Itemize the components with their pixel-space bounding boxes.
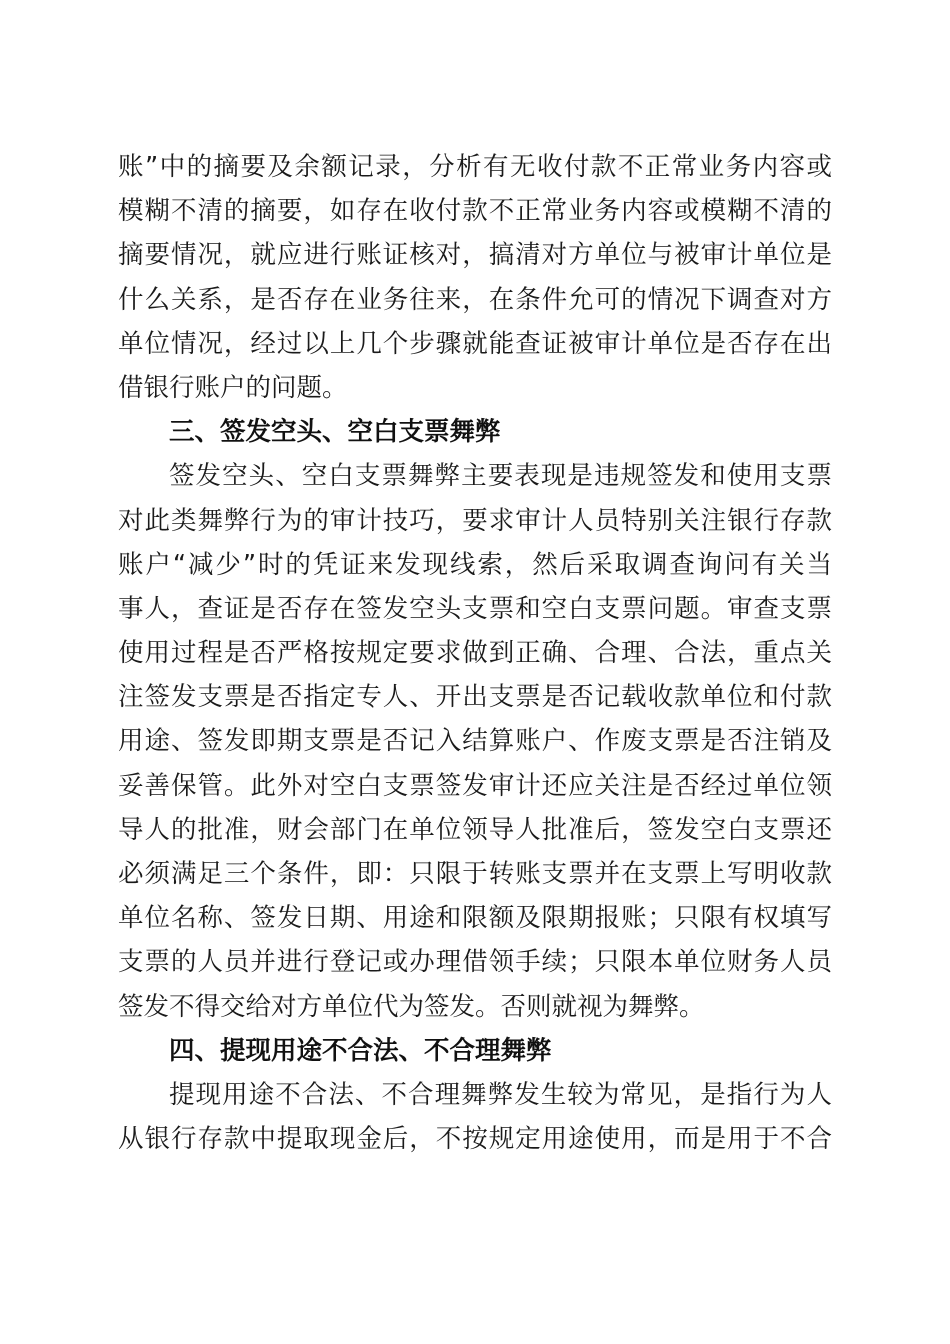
text-line: 账户“减少”时的凭证来发现线索，然后采取调查询问有关当 — [118, 549, 832, 580]
document-body — [118, 145, 832, 1161]
paragraph-continuation — [118, 145, 832, 410]
text-line: 单位名称、签发日期、用途和限额及限期报账；只限有权填写 — [118, 903, 832, 934]
text-line: 支票的人员并进行登记或办理借领手续；只限本单位财务人员 — [118, 947, 832, 978]
section-heading-3: 三、签发空头、空白支票舞弊 — [169, 417, 501, 448]
text-line: 必须满足三个条件，即：只限于转账支票并在支票上写明收款 — [118, 859, 832, 889]
text-line: 提现用途不合法、不合理舞弊发生较为常见，是指行为人 — [169, 1079, 832, 1110]
text-line: 签发不得交给对方单位代为签发。否则就视为舞弊。 — [118, 991, 705, 1022]
text-line: 模糊不清的摘要，如存在收付款不正常业务内容或模糊不清的 — [118, 196, 832, 227]
text-line: 事人，查证是否存在签发空头支票和空白支票问题。审查支票 — [118, 593, 832, 624]
text-line: 妥善保管。此外对空白支票签发审计还应关注是否经过单位领 — [118, 770, 832, 801]
text-line: 账”中的摘要及余额记录，分析有无收付款不正常业务内容或 — [118, 152, 832, 182]
text-line: 使用过程是否严格按规定要求做到正确、合理、合法，重点关 — [118, 638, 832, 669]
text-line: 对此类舞弊行为的审计技巧，要求审计人员特别关注银行存款 — [118, 505, 832, 536]
text-line: 签发空头、空白支票舞弊主要表现是违规签发和使用支票 — [169, 461, 832, 492]
text-line: 从银行存款中提取现金后，不按规定用途使用，而是用于不合 — [118, 1124, 832, 1155]
text-line: 用途、签发即期支票是否记入结算账户、作废支票是否注销及 — [118, 726, 832, 757]
text-line: 注签发支票是否指定专人、开出支票是否记载收款单位和付款 — [118, 682, 832, 713]
text-line: 借银行账户的问题。 — [118, 372, 348, 403]
text-line: 单位情况，经过以上几个步骤就能查证被审计单位是否存在出 — [118, 328, 832, 359]
text-line: 导人的批准，财会部门在单位领导人批准后，签发空白支票还 — [118, 814, 832, 845]
paragraph-withdrawal-fraud — [118, 1073, 832, 1161]
text-line: 什么关系，是否存在业务往来，在条件允可的情况下调查对方 — [118, 284, 832, 315]
section-heading-4: 四、提现用途不合法、不合理舞弊 — [169, 1035, 552, 1066]
paragraph-blank-check-fraud — [118, 454, 832, 1028]
text-line: 摘要情况，就应进行账证核对，搞清对方单位与被审计单位是 — [118, 240, 832, 271]
